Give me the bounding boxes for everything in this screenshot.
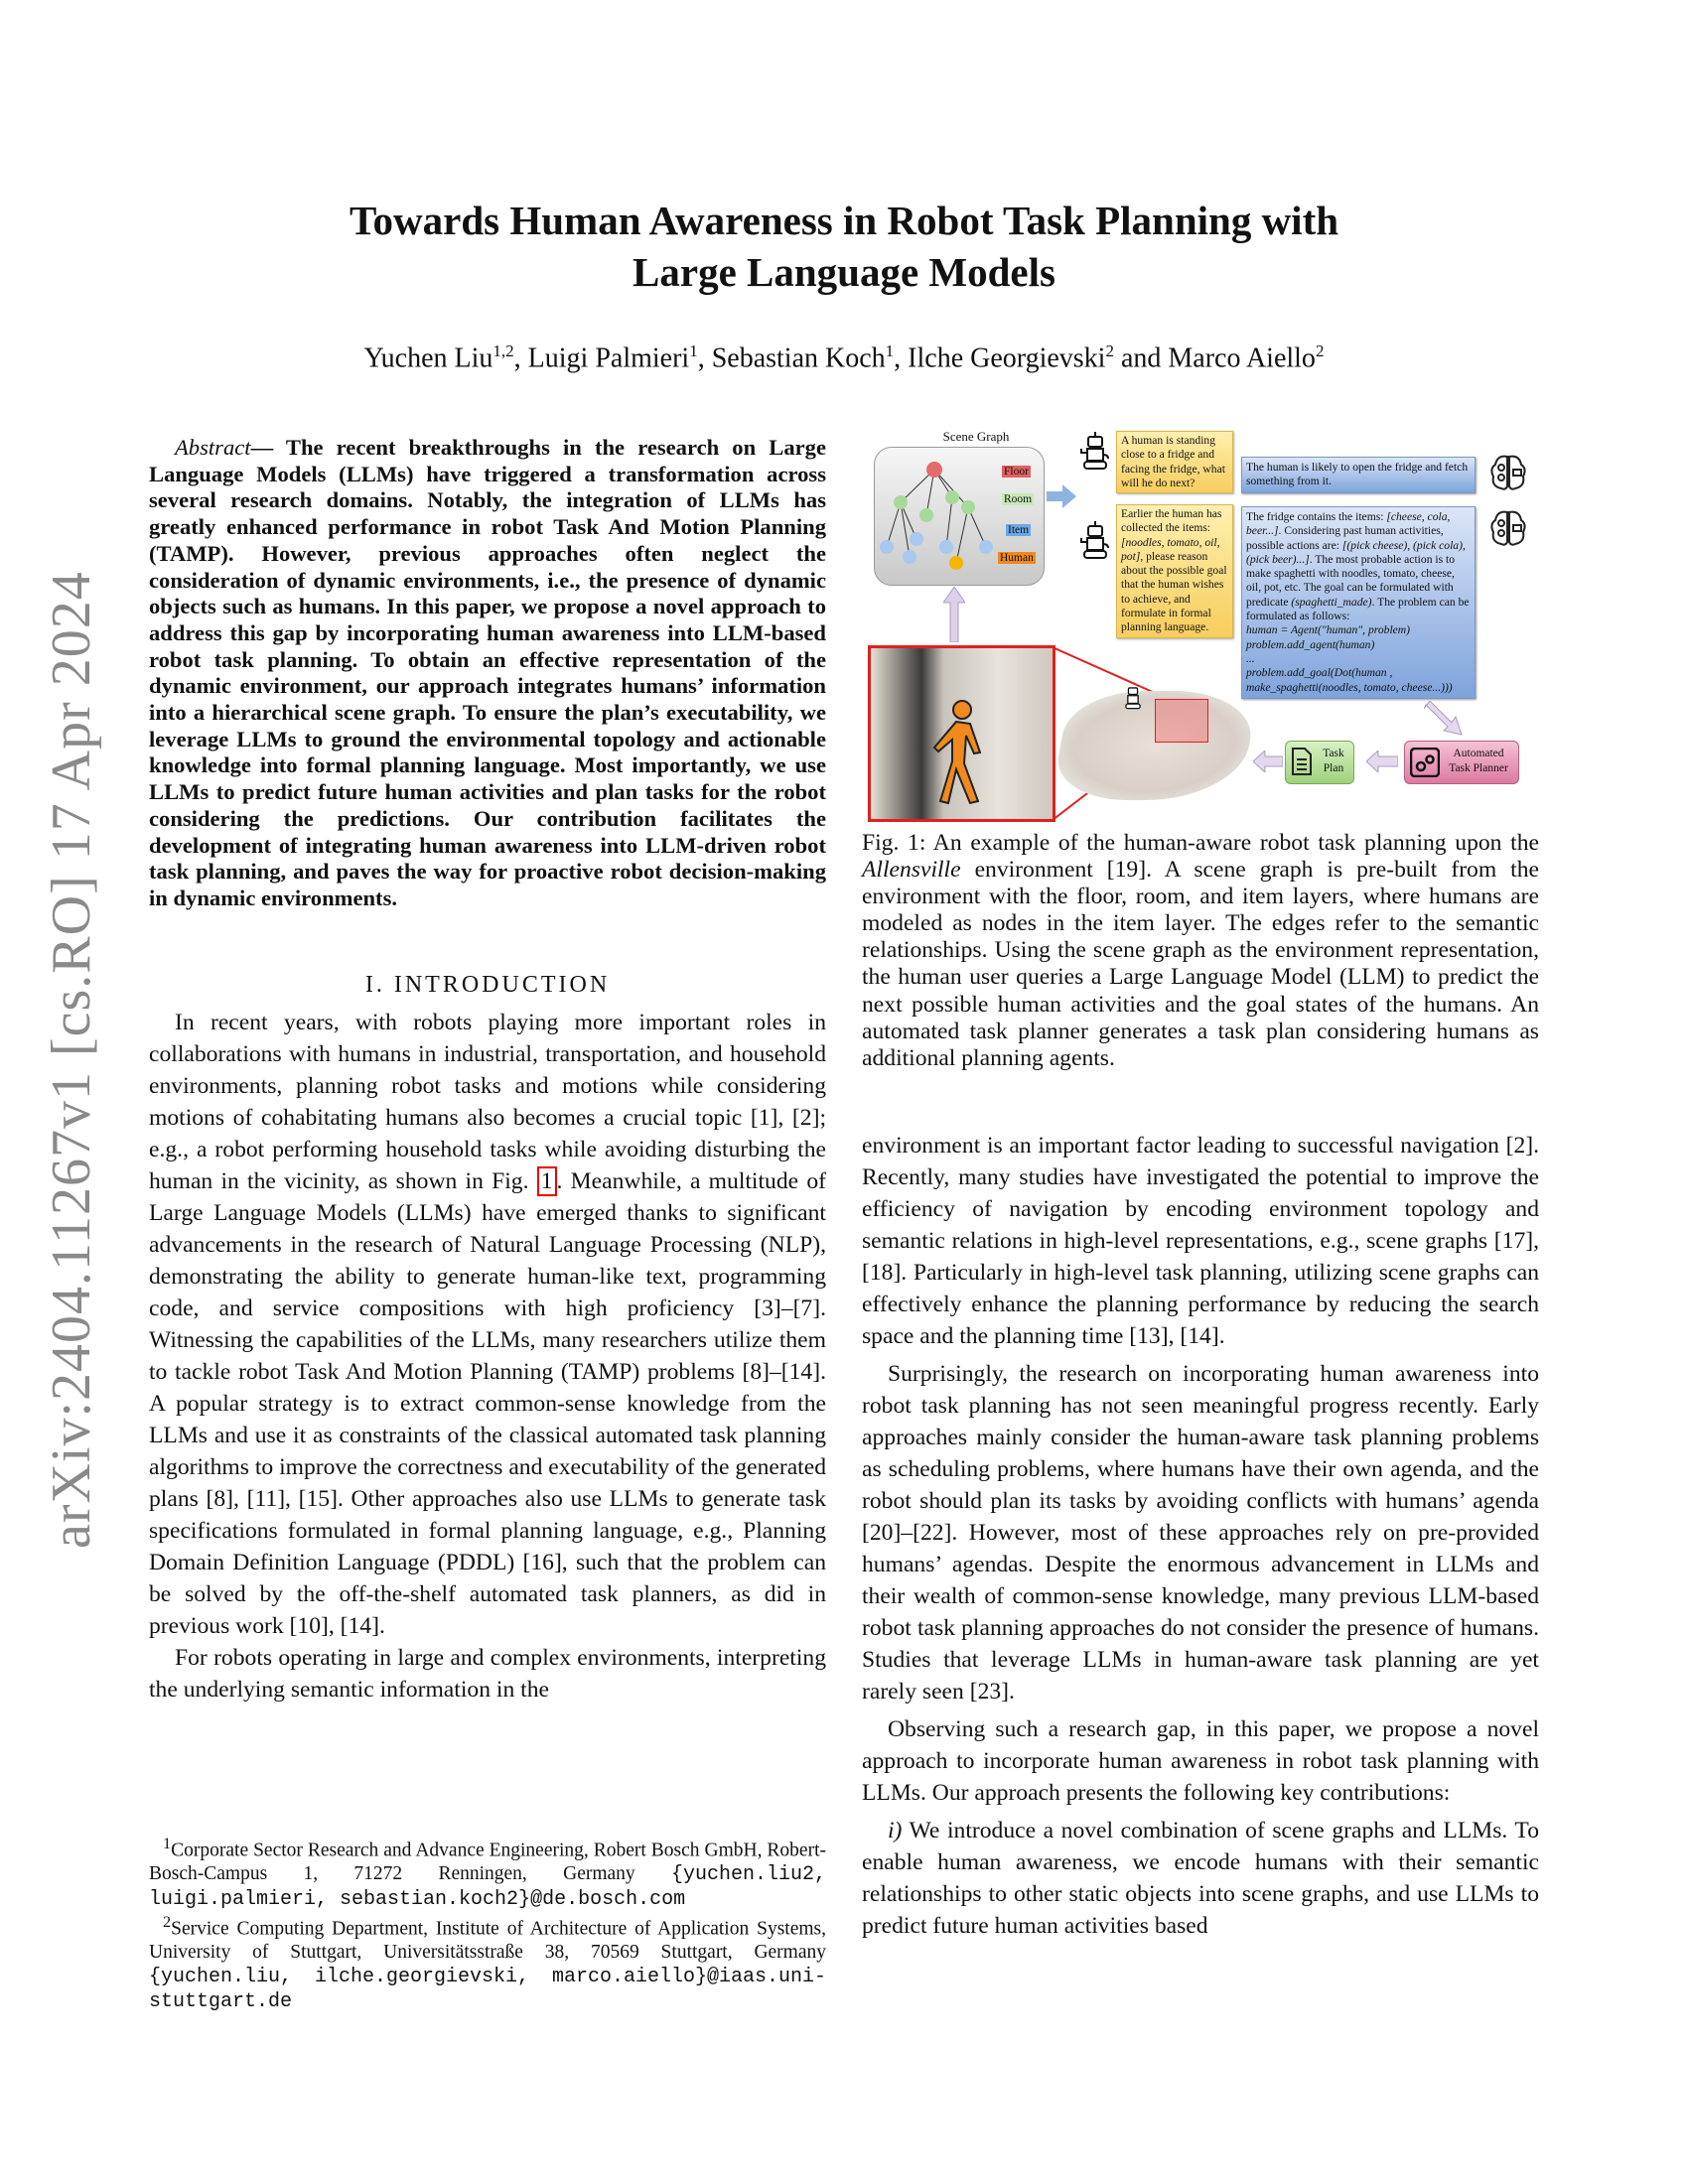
robot-icon (1078, 431, 1112, 471)
intro-paragraph-4: Observing such a research gap, in this paper, we propose a novel approach to incorporate human awareness in robot task planning with LLMs. Our approach presents the following key contributions: (862, 1716, 1539, 1806)
author-list: Yuchen Liu$^{1,2}$, Luigi Palmieri$^1$, Sebastian Koch$^1$, Ilche Georgievski$^2$ and Marco Aiello$^2$ (363, 341, 1325, 374)
arrow-up-icon (943, 587, 965, 642)
llm-brain-icon (1485, 508, 1531, 548)
answer-bubble-2: The fridge contains the items: [cheese, cola, beer...]. Considering past human activities, possible actions are: [(pick cheese), (pick cola), (pick beer)...]. The most probable action is to make spaghetti with noodles, tomato, cheese, oil, pot, etc. The goal can be formulated with predicate (spaghetti_made). The problem can be formulated as follows: human = Agent("human", problem) problem.add_agent(human) ... problem.add_goal(Dot(human , make_spaghetti(noodles, tomato, cheese...))) (1241, 506, 1476, 699)
intro-paragraph-2-start: For robots operating in large and complex environments, interpreting the underlying semantic information in the (149, 1645, 826, 1703)
contribution-1: i) We introduce a novel combination of scene graphs and LLMs. To enable human awareness, we encode humans with their semantic relationships to other static objects into scene graphs, and use LLMs to predict future human activities based (862, 1818, 1539, 1939)
footnotes: $^1$Corporate Sector Research and Advance Engineering, Robert Bosch GmbH, Robert-Bosch-Campus 1, 71272 Renningen, Germany {yuchen.liu2, luigi.palmieri, sebastian.koch2}@de.bosch.com $^2$Service Computing Department, Institute of Architecture of Application Systems, University of Stuttgart, Universitätsstraße 38, 70569 Stuttgart, Germany {yuchen.liu, ilche.georgievski, marco.aiello}@iaas.uni-stuttgart.de (149, 1835, 826, 2013)
arrow-down-right-icon (1424, 701, 1464, 737)
intro-paragraph-3: Surprisingly, the research on incorporating human awareness into robot task planning has not seen meaningful progress recently. Early approaches mainly consider the human-aware task planning problems as scheduling problems, where humans have their own agenda, and the robot should plan its tasks by avoiding conflicts with humans’ agenda [20]–[22]. However, most of these approaches rely on pre-provided humans’ agendas. Despite the enormous advancement in LLMs and their wealth of common-sense knowledge, many previous LLM-based robot task planning approaches do not consider the presence of humans. Studies that leverage LLMs in human-aware task planning are yet rarely seen [23]. (862, 1361, 1539, 1705)
intro-paragraph-1: In recent years, with robots playing more important roles in collaborations with humans in industrial, transportation, and household environments, planning robot tasks and motions while considering motions of cohabitating humans also becomes a crucial topic [1], [2]; e.g., a robot performing household tasks while avoiding disturbing the human in the vicinity, as shown in Fig. 1 . Meanwhile, a multitude of Large Language Models (LLMs) have emerged thanks to significant advancements in the research of Natural Language Processing (NLP), demonstrating the ability to generate human-like text, programming code, and service compositions with high proficiency [3]–[7]. Witnessing the capabilities of the LLMs, many researchers utilize them to tackle robot Task And Motion Planning (TAMP) problems [8]–[14]. A popular strategy is to extract common-sense knowledge from the LLMs and use it as constraints of the classical automated task planning algorithms to improve the correctness and executability of the generated plans [8], [11], [15]. Other approaches also use LLMs to generate task specifications formulated in formal planning language, e.g., Planning Domain Definition Language (PDDL) [16], such that the problem can be solved by the off-the-shelf automated task planners, as did in previous work [10], [14]. (149, 1010, 827, 1639)
layer-floor: Floor (1004, 466, 1029, 478)
figure-link[interactable]: 1 (537, 1166, 557, 1196)
figure-1 (862, 425, 1539, 812)
layer-human: Human (1000, 552, 1034, 564)
robot-icon (1078, 520, 1112, 560)
paper-title: Towards Human Awareness in Robot Task Planning with Large Language Models (349, 198, 1339, 295)
automated-task-planner-box: Automated Task Planner (1404, 741, 1519, 784)
introduction-right (862, 1130, 1539, 1942)
abstract: Abstract— The recent breakthroughs in the research on Large Language Models (LLMs) have triggered a transformation across several research domains. Notably, the integration of LLMs has greatly enhanced performance in robot Task And Motion Planning (TAMP). However, previous approaches often neglect the consideration of dynamic environments, i.e., the presence of dynamic objects such as humans. In this paper, we propose a novel approach to address this gap by incorporating human awareness into LLM-based robot task planning. To obtain an effective representation of the dynamic environment, our approach integrates humans’ information into a hierarchical scene graph. To ensure the plan’s executability, we leverage LLMs to ground the environmental topology and actionable knowledge into formal planning language. Most importantly, we use LLMs to predict future human activities and plan tasks for the robot considering the predictions. Our contribution facilitates the development of integrating human awareness into LLM-driven robot task planning, and paves the way for proactive robot decision-making in dynamic environments. (149, 435, 826, 910)
introduction-left (149, 953, 826, 1706)
scene-graph-title: Scene Graph (942, 429, 1010, 444)
answer-bubble-1: The human is likely to open the fridge and fetch something from it. (1241, 457, 1476, 493)
layer-room: Room (1004, 493, 1033, 505)
highlight-region (1155, 699, 1208, 743)
arxiv-stamp: arXiv:2404.11267v1 [cs.RO] 17 Apr 2024 (41, 571, 102, 1549)
arrow-right-icon (1047, 484, 1076, 508)
layer-item: Item (1008, 524, 1030, 536)
human-icon (930, 698, 990, 807)
arrow-left-icon (1253, 751, 1283, 772)
intro-paragraph-2-cont: environment is an important factor leading to successful navigation [2]. Recently, many studies have investigated the potential to improve the efficiency of navigation by encoding environment topology and semantic relations in high-level representations, e.g., scene graphs [17], [18]. Particularly in high-level task planning, utilizing scene graphs can effectively enhance the planning performance by reducing the search space and the planning time [13], [14]. (862, 1133, 1539, 1349)
email-stuttgart[interactable]: {yuchen.liu, ilche.georgievski, marco.aiello}@iaas.uni-stuttgart.de (149, 1965, 826, 2013)
robot-icon (1122, 683, 1144, 711)
document-icon (1292, 748, 1312, 775)
gears-icon (1410, 748, 1440, 777)
arrow-left-icon (1366, 751, 1398, 772)
query-bubble-1: A human is standing close to a fridge and facing the fridge, what will he do next? (1116, 431, 1233, 493)
figure-caption: Fig. 1: An example of the human-aware robot task planning upon the Allensville environment [19]. A scene graph is pre-built from the environment with the floor, room, and item layers, where humans are modeled as nodes in the item layer. The edges refer to the semantic relationships. Using the scene graph as the environment representation, the human user queries a Large Language Model (LLM) to predict the next possible human activities and the goal states of the humans. An automated task planner generates a task plan considering humans as additional planning agents. (862, 830, 1539, 1071)
llm-brain-icon (1485, 453, 1531, 492)
task-plan-box: Task Plan (1285, 741, 1354, 784)
scene-graph (874, 447, 1045, 586)
kitchen-photo (868, 645, 1055, 822)
section-heading: I. INTRODUCTION (364, 972, 611, 998)
query-bubble-2: Earlier the human has collected the items: [noodles, tomato, oil, pot], please reason about the possible goal that the human wishes to achieve, and formulate in formal planning language. (1116, 504, 1233, 638)
email-bosch[interactable]: {yuchen.liu2, luigi.palmieri, sebastian.koch2}@de.bosch.com (149, 1863, 826, 1911)
